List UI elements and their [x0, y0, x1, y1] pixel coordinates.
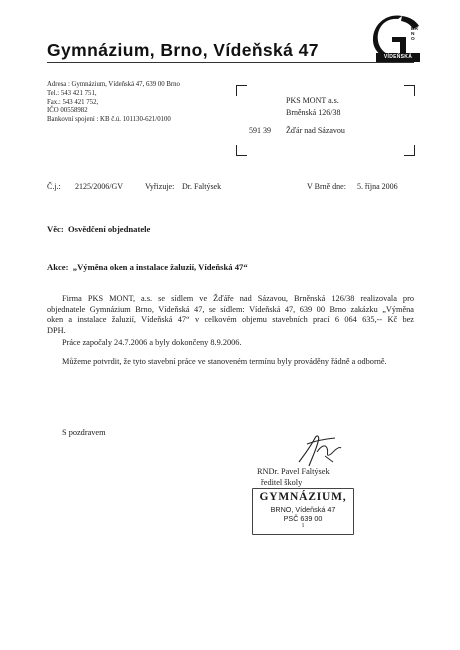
confirmation-text: Můžeme potvrdit, že tyto stavební práce ve stanoveném termínu byly prováděny řádně a odborně.	[62, 357, 387, 366]
stamp-line-name: GYMNÁZIUM,	[259, 491, 347, 503]
work-period-text: Práce započaly 24.7.2006 a byly dokončeny 8.9.2006.	[62, 338, 242, 347]
subject-label: Věc:	[47, 224, 64, 234]
address-window-corner	[404, 145, 415, 156]
signer-name: RNDr. Pavel Faltýsek	[257, 467, 330, 476]
handler-label: Vyřizuje:	[145, 182, 175, 191]
body-line: Firma PKS MONT, a.s. se sídlem ve Žďáře nad Sázavou, Brněnská 126/38 realizovala pro	[62, 294, 414, 303]
signer-title: ředitel školy	[261, 478, 303, 487]
sender-ico: IČO 00558982	[47, 107, 88, 115]
sender-phone: Tel.: 543 421 751,	[47, 89, 97, 97]
project-line	[47, 262, 248, 272]
address-window-corner	[236, 85, 247, 96]
reference-number-label: Č.j.:	[47, 182, 61, 191]
stamp-line-address: BRNO, Vídeňská 47	[270, 505, 336, 514]
header-divider	[47, 62, 414, 63]
project-value: „Výměna oken a instalace žaluzií, Vídeňská 47“	[72, 262, 248, 272]
body-line: DPH.	[47, 325, 66, 335]
project-label: Akce:	[47, 262, 69, 272]
school-logo	[372, 14, 422, 64]
body-line: oken a instalace žaluzií, Vídeňská 47“ v celkovém objemu stavebních prací 6 064 635,-- Kč bez	[47, 315, 414, 325]
subject-value: Osvědčení objednatele	[68, 224, 151, 234]
address-window-corner	[404, 85, 415, 96]
letter-date: 5. října 2006	[357, 182, 398, 191]
logo-text: VÍDEŇSKÁ	[383, 54, 413, 60]
recipient-zip: 591 39	[249, 126, 271, 135]
handwritten-signature	[295, 432, 350, 470]
address-window-corner	[236, 145, 247, 156]
handler-name: Dr. Faltýsek	[182, 182, 222, 191]
subject-line	[47, 224, 150, 234]
school-stamp	[252, 488, 354, 535]
signer-block	[257, 466, 330, 488]
stamp-line-number: 1	[301, 523, 305, 529]
recipient-name: PKS MONT a.s.	[286, 96, 339, 105]
recipient-city: Žďár nad Sázavou	[286, 126, 345, 135]
stamp-line-postcode: PSČ 639 00	[283, 514, 323, 523]
body-paragraph	[47, 294, 414, 336]
closing-greeting: S pozdravem	[62, 428, 106, 437]
sender-fax: Fax.: 543 421 752,	[47, 98, 99, 106]
recipient-street: Brněnská 126/38	[286, 108, 341, 117]
sender-address	[47, 81, 180, 125]
sender-address-line: Adresa : Gymnázium, Vídeňská 47, 639 00 Brno	[47, 81, 180, 88]
logo-letters: BRNO	[411, 27, 418, 42]
body-line: objednatele Gymnázium Brno, Vídeňská 47, se sídlem: Vídeňská 47, 639 00 Brno zakázku „Výměna	[47, 304, 414, 314]
sender-bank: Bankovní spojení : KB č.ú. 101130-621/0100	[47, 116, 171, 124]
school-name-heading: Gymnázium, Brno, Vídeňská 47	[47, 40, 319, 60]
date-label: V Brně dne:	[307, 182, 346, 191]
reference-number: 2125/2006/GV	[75, 182, 123, 191]
